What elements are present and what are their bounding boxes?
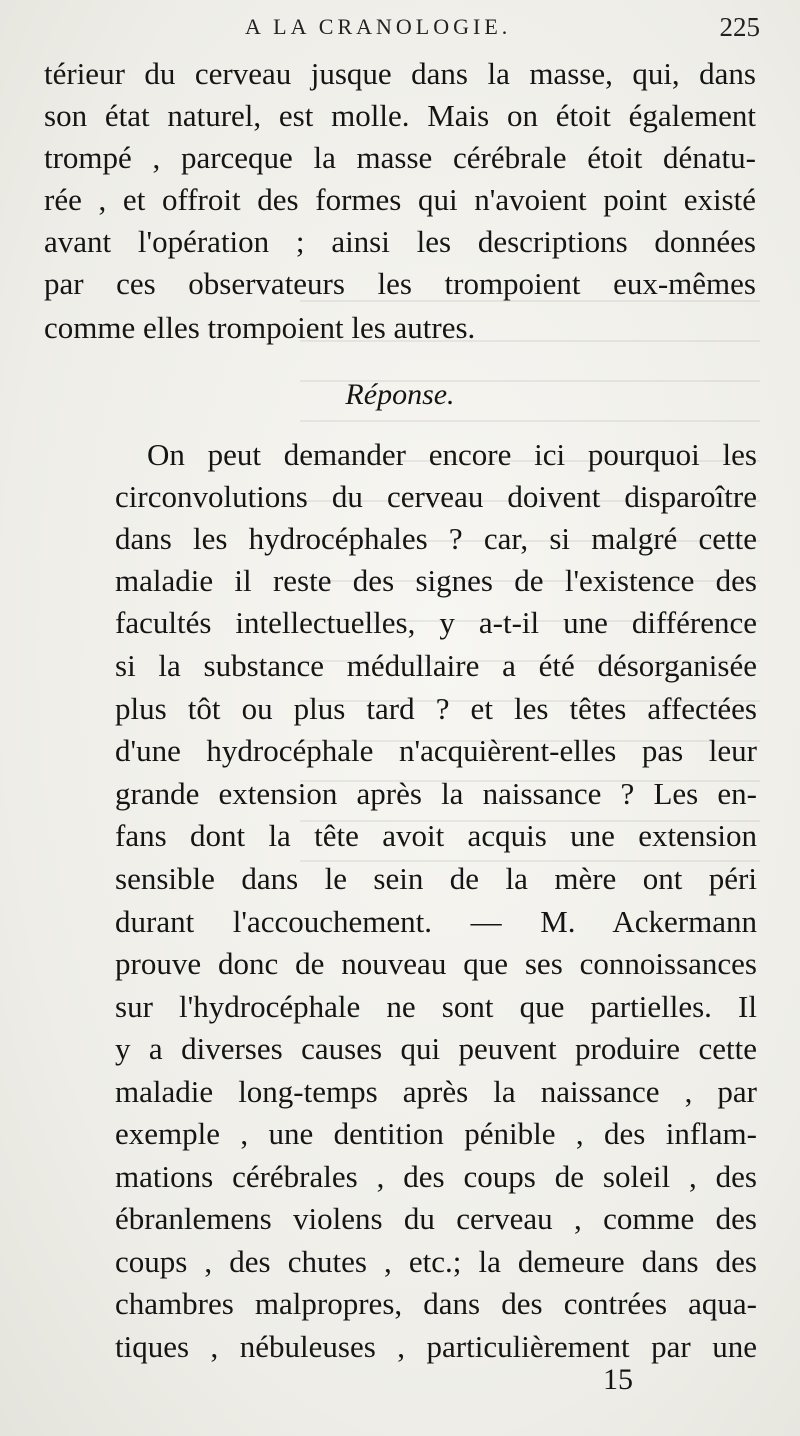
text-line: prouve donc de nouveau que ses connoissances xyxy=(115,946,757,981)
text-line: durant l'accouchement. — M. Ackermann xyxy=(115,904,757,939)
signature-mark: 15 xyxy=(603,1363,633,1396)
text-line: avant l'opération ; ainsi les descriptions données xyxy=(44,224,756,259)
text-line: si la substance médullaire a été désorganisée xyxy=(115,648,757,683)
text-line: mations cérébrales , des coups de soleil , des xyxy=(115,1159,757,1194)
text-line: maladie il reste des signes de l'existence des xyxy=(115,563,757,598)
text-line: dans les hydrocéphales ? car, si malgré cette xyxy=(115,521,757,556)
text-line: exemple , une dentition pénible , des inflam- xyxy=(115,1116,757,1151)
text-line: sur l'hydrocéphale ne sont que partielles. Il xyxy=(115,989,757,1024)
text-line: On peut demander encore ici pourquoi les xyxy=(147,437,757,472)
text-line: trompé , parceque la masse cérébrale étoit dénatu- xyxy=(44,140,756,175)
page-number: 225 xyxy=(719,12,760,42)
text-line: facultés intellectuelles, y a-t-il une différence xyxy=(115,605,757,640)
section-heading: Réponse. xyxy=(345,378,455,411)
text-line: coups , des chutes , etc.; la demeure dans des xyxy=(115,1244,757,1279)
text-line: maladie long-temps après la naissance , par xyxy=(115,1074,757,1109)
text-line: grande extension après la naissance ? Les en- xyxy=(115,776,757,811)
text-line: térieur du cerveau jusque dans la masse, qui, dans xyxy=(44,56,756,91)
text-line: circonvolutions du cerveau doivent disparoître xyxy=(115,479,757,514)
page-header xyxy=(0,8,800,48)
text-line: fans dont la tête avoit acquis une extension xyxy=(115,818,757,853)
text-line: par ces observateurs les trompoient eux-mêmes xyxy=(44,266,756,301)
text-line: y a diverses causes qui peuvent produire cette xyxy=(115,1031,757,1066)
text-line: sensible dans le sein de la mère ont péri xyxy=(115,861,757,896)
text-line: chambres malpropres, dans des contrées aqua- xyxy=(115,1286,757,1321)
text-line: rée , et offroit des formes qui n'avoient point existé xyxy=(44,182,756,217)
text-line: tiques , nébuleuses , particulièrement par une xyxy=(115,1329,757,1364)
text-line: son état naturel, est molle. Mais on étoit également xyxy=(44,98,756,133)
text-line: comme elles trompoient les autres. xyxy=(44,310,476,345)
text-line: ébranlemens violens du cerveau , comme des xyxy=(115,1201,757,1236)
text-line: plus tôt ou plus tard ? et les têtes affectées xyxy=(115,691,757,726)
text-line: d'une hydrocéphale n'acquièrent-elles pas leur xyxy=(115,733,757,768)
running-head: A LA CRANOLOGIE. xyxy=(245,14,512,39)
